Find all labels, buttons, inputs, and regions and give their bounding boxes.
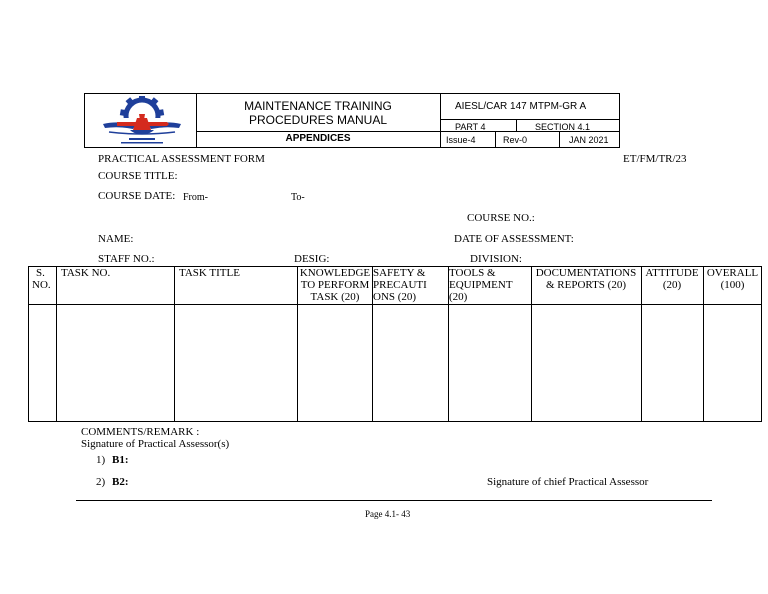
issue-date: JAN 2021 [569,135,609,145]
header-overall [703,267,762,291]
header-tools [449,267,513,303]
part-label: PART 4 [455,122,486,132]
designation-label: DESIG: [294,253,330,265]
header-sno-line1: S. [36,267,45,279]
header-tools-line3: (20) [449,291,468,303]
header-knowledge-line2: TO PERFORM [300,279,370,291]
header-documentations-line1: DOCUMENTATIONS [535,267,637,279]
header-attitude [641,267,703,291]
division-label: DIVISION: [470,253,522,265]
manual-title-line1: MAINTENANCE TRAINING [244,99,392,113]
header-task-no: TASK NO. [61,267,111,279]
header-divider [516,119,517,131]
header-documentations-line2: & REPORTS (20) [545,279,626,291]
header-divider [495,131,496,147]
header-attitude-line2: (20) [662,279,682,291]
b1-label: B1: [112,454,129,466]
company-logo [99,96,185,146]
course-date-label: COURSE DATE: [98,190,176,202]
header-knowledge [297,267,373,303]
manual-header [84,93,620,148]
course-number-label: COURSE NO.: [467,212,535,224]
section-label: SECTION 4.1 [535,122,591,132]
header-sno [32,267,51,291]
manual-title-line2: PROCEDURES MANUAL [248,113,388,127]
b2-number: 2) [96,476,106,488]
document-code: AIESL/CAR 147 MTPM-GR A [455,101,587,112]
table-column-divider [174,267,175,421]
b2-label: B2: [112,476,129,488]
header-divider [440,94,441,147]
staff-number-label: STAFF NO.: [98,253,155,265]
b1-number: 1) [96,454,106,466]
header-knowledge-line1: KNOWLEDGE [299,267,371,279]
table-header-divider [29,304,761,305]
header-safety [373,267,427,303]
date-to-label: To- [291,192,305,203]
signature-assessor-label: Signature of Practical Assessor(s) [81,438,230,450]
header-attitude-line1: ATTITUDE [645,267,699,279]
footer-rule [76,500,712,501]
form-title: PRACTICAL ASSESSMENT FORM [98,153,265,165]
comments-label: COMMENTS/REMARK : [81,426,200,438]
header-sno-line2: NO. [32,279,51,291]
assessment-table [28,266,762,422]
form-code: ET/FM/TR/23 [623,153,687,165]
table-column-divider [56,267,57,421]
date-from-label: From- [183,192,208,203]
date-of-assessment-label: DATE OF ASSESSMENT: [454,233,574,245]
appendices-label: APPENDICES [285,133,351,144]
page-number: Page 4.1- 43 [365,509,411,519]
chief-signature-label: Signature of chief Practical Assessor [487,476,649,488]
header-safety-line1: SAFETY & [373,267,426,279]
header-documentations [531,267,641,291]
header-safety-line2: PRECAUTI [373,279,427,291]
header-safety-line3: ONS (20) [373,291,417,303]
course-title-label: COURSE TITLE: [98,170,178,182]
header-overall-line1: OVERALL [706,267,759,279]
revision-label: Rev-0 [503,135,528,145]
header-knowledge-line3: TASK (20) [310,291,360,303]
issue-label: Issue-4 [446,135,476,145]
header-tools-line2: EQUIPMENT [449,279,513,291]
name-label: NAME: [98,233,134,245]
header-tools-line1: TOOLS & [449,267,496,279]
header-overall-line2: (100) [720,279,745,291]
header-task-title: TASK TITLE [179,267,240,279]
